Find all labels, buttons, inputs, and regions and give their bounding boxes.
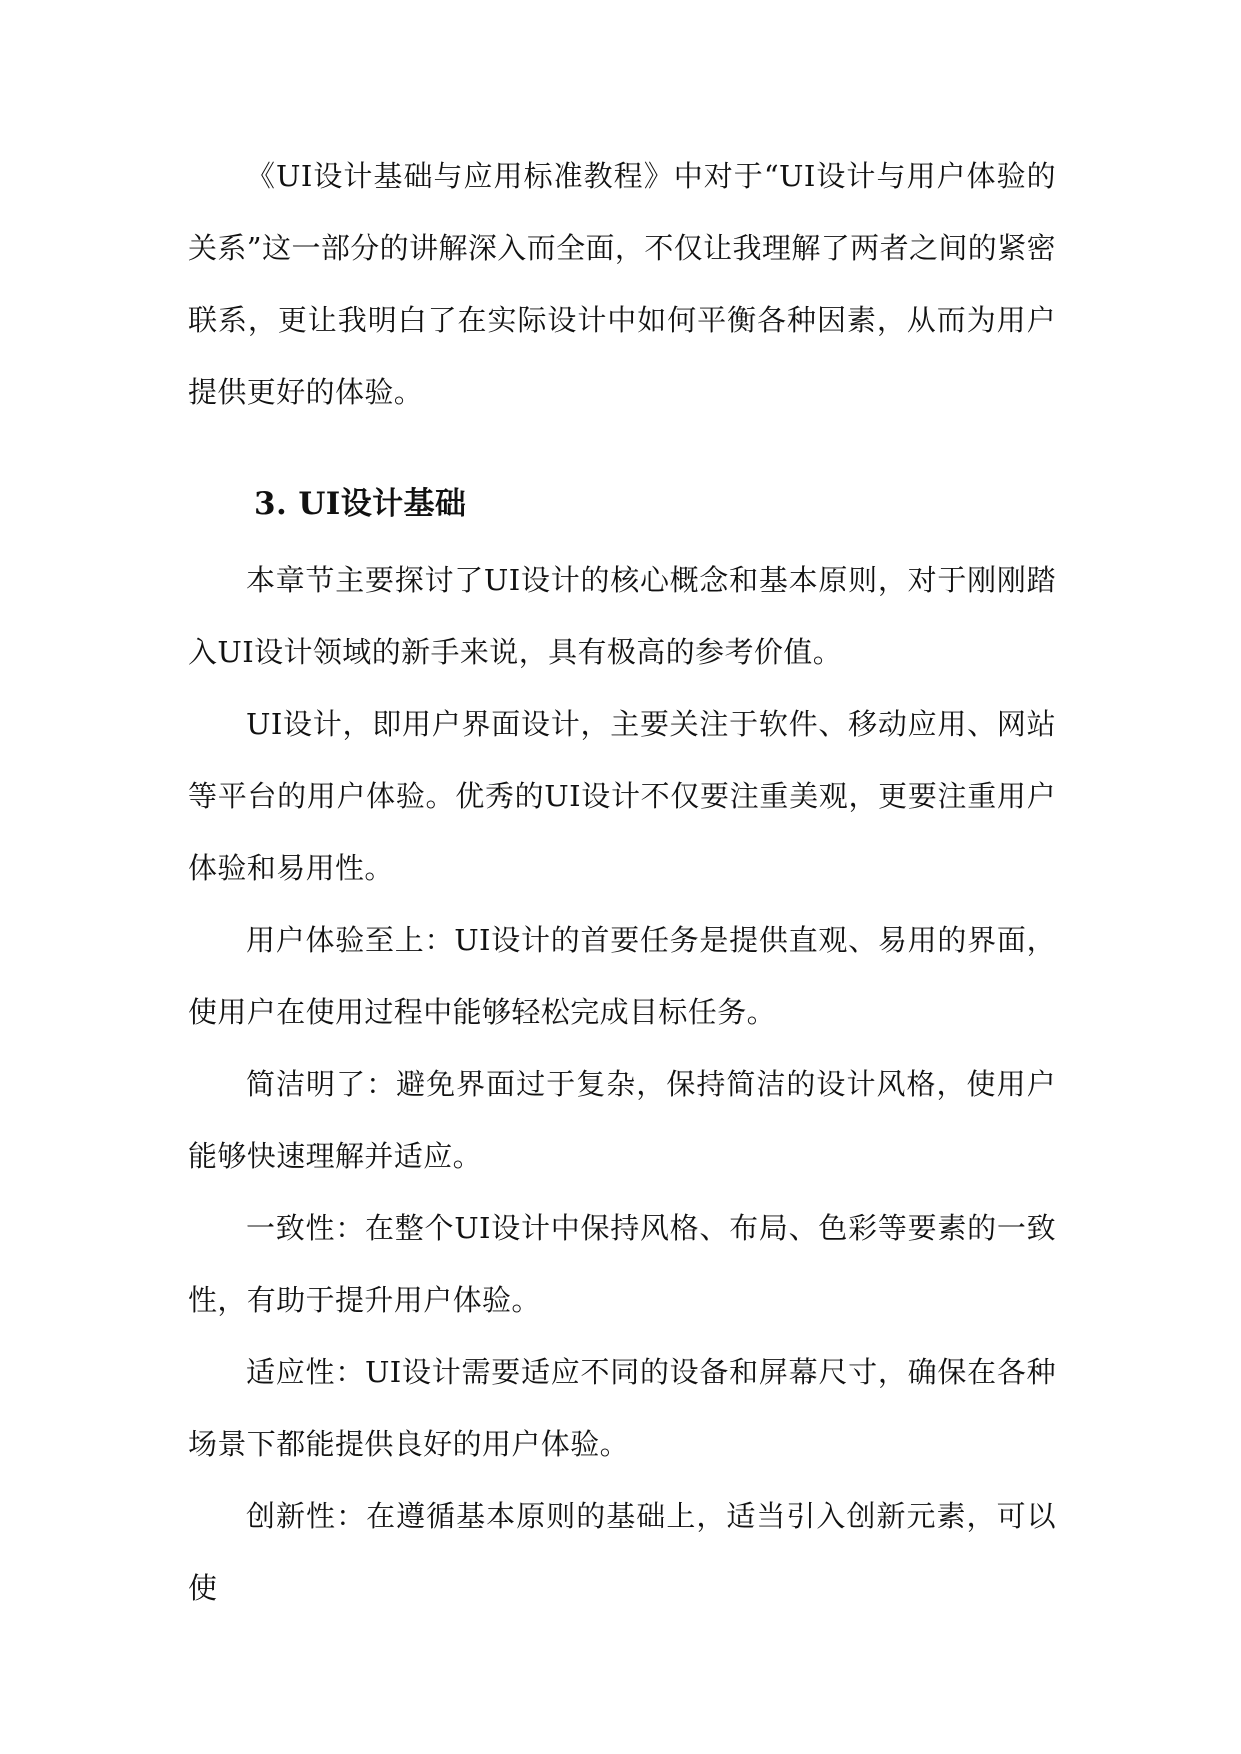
paragraph-principle-innovation: 创新性：在遵循基本原则的基础上，适当引入创新元素，可以使 [188,1499,1056,1605]
document-body [188,140,1056,1624]
paragraph-principle-adaptability: 适应性：UI设计需要适应不同的设备和屏幕尺寸，确保在各种场景下都能提供良好的用户体验。 [188,1355,1056,1461]
paragraph-principle-simplicity: 简洁明了：避免界面过于复杂，保持简洁的设计风格，使用户能够快速理解并适应。 [188,1067,1056,1173]
paragraph-ui-definition: UI设计，即用户界面设计，主要关注于软件、移动应用、网站等平台的用户体验。优秀的UI设计不仅要注重美观，更要注重用户体验和易用性。 [188,707,1056,885]
paragraph-chapter-summary: 本章节主要探讨了UI设计的核心概念和基本原则，对于刚刚踏入UI设计领域的新手来说，具有极高的参考价值。 [188,563,1056,669]
paragraph-principle-user-experience: 用户体验至上：UI设计的首要任务是提供直观、易用的界面，使用户在使用过程中能够轻松完成目标任务。 [188,923,1056,1029]
section-heading: 3. UI设计基础 [254,486,467,522]
paragraph-principle-consistency: 一致性：在整个UI设计中保持风格、布局、色彩等要素的一致性，有助于提升用户体验。 [188,1211,1056,1317]
intro-paragraph: 《UI设计基础与应用标准教程》中对于“UI设计与用户体验的关系”这一部分的讲解深入而全面，不仅让我理解了两者之间的紧密联系，更让我明白了在实际设计中如何平衡各种因素，从而为用户提供更好的体验。 [188,159,1056,409]
